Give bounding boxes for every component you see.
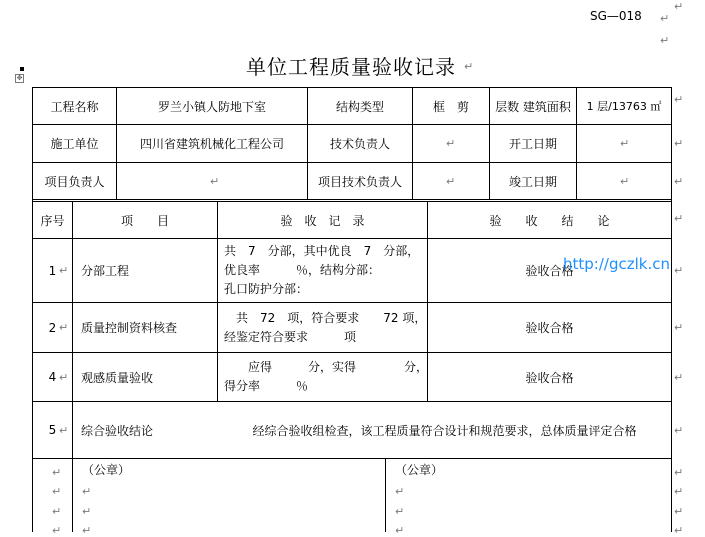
paragraph-mark: ↵	[210, 175, 220, 188]
start-date-label: 开工日期	[508, 137, 557, 151]
table-row-seq: 5	[48, 423, 57, 437]
paragraph-mark: ↵	[620, 175, 630, 188]
paragraph-mark: ↵	[395, 485, 405, 498]
table-row-conclusion: 验收合格	[525, 321, 574, 335]
record-line: 经鉴定符合要求 项	[224, 329, 357, 344]
table-row-item: 观感质量验收	[81, 370, 154, 385]
paragraph-mark: ↵	[674, 93, 684, 106]
seal-label-left: （公章）	[82, 463, 131, 477]
paragraph-mark: ↵	[674, 371, 684, 384]
completion-date-label: 竣工日期	[508, 174, 557, 189]
paragraph-mark: ↵	[674, 137, 684, 150]
paragraph-mark: ↵	[59, 321, 69, 334]
table-row-item: 质量控制资料核查	[81, 321, 178, 335]
table-row-conclusion: 验收合格	[525, 264, 574, 278]
record-line: 共 7 分部，其中优良 7 分部，	[224, 244, 420, 258]
paragraph-mark: ↵	[620, 137, 630, 150]
paragraph-mark: ↵	[660, 12, 670, 25]
table-row-item: 分部工程	[81, 264, 130, 278]
table-row-seq: 4	[48, 370, 57, 384]
col-header-record: 验 收 记 录	[280, 213, 365, 228]
project-tech-lead-label: 项目技术负责人	[317, 174, 402, 189]
construction-unit-label: 施工单位	[50, 137, 99, 151]
col-header-item: 项 目	[120, 213, 169, 228]
paragraph-mark: ↵	[674, 0, 684, 13]
paragraph-mark: ↵	[674, 212, 684, 225]
project-name-label: 工程名称	[50, 99, 99, 114]
floors-area-value: 1 层/13763 ㎡	[586, 100, 662, 113]
floors-area-label: 层数 建筑面积	[495, 99, 571, 114]
table-row-conclusion: 验收合格	[525, 370, 574, 385]
project-name-value: 罗兰小镇人防地下室	[157, 99, 266, 114]
paragraph-mark: ↵	[59, 424, 69, 437]
paragraph-mark: ↵	[674, 175, 684, 188]
tech-lead-label: 技术负责人	[329, 137, 390, 151]
paragraph-mark: ↵	[52, 524, 62, 537]
paragraph-mark: ↵	[674, 524, 684, 537]
table-row-seq: 1	[48, 263, 57, 278]
paragraph-mark: ↵	[52, 466, 62, 479]
paragraph-mark: ↵	[82, 505, 92, 518]
table-row-item: 综合验收结论	[81, 423, 154, 438]
doc-code: SG—018	[590, 9, 642, 23]
paragraph-mark: ↵	[395, 524, 405, 537]
paragraph-mark: ↵	[674, 485, 684, 498]
paragraph-mark: ↵	[464, 60, 474, 73]
record-line: 孔口防护分部：	[224, 282, 309, 296]
paragraph-mark: ↵	[674, 466, 684, 479]
paragraph-mark: ↵	[59, 264, 69, 277]
bullet-marker	[20, 67, 24, 71]
paragraph-mark: ↵	[446, 137, 456, 150]
paragraph-mark: ↵	[674, 264, 684, 277]
watermark-url: http://gczlk.cn	[563, 255, 670, 273]
record-line: 得分率 ％	[224, 379, 309, 393]
record-line: 共 72 项，符合要求 72 项，	[224, 310, 427, 325]
paragraph-mark: ↵	[660, 34, 670, 47]
project-lead-label: 项目负责人	[44, 174, 105, 189]
overall-conclusion: 经综合验收组检查，该工程质量符合设计和规范要求，总体质量评定合格	[252, 423, 637, 438]
table-row-record	[218, 239, 427, 302]
paragraph-mark: ↵	[674, 424, 684, 437]
paragraph-mark: ↵	[446, 175, 456, 188]
col-header-conclusion: 验 收 结 论	[489, 213, 610, 228]
construction-unit-value: 四川省建筑机械化工程公司	[139, 137, 284, 151]
record-line: 应得 分，实得 分，	[224, 360, 429, 374]
table-row-seq: 2	[48, 320, 57, 335]
structure-type-label: 结构类型	[335, 99, 384, 114]
paragraph-mark: ↵	[395, 505, 405, 518]
paragraph-mark: ↵	[52, 505, 62, 518]
structure-type-value: 框 剪	[432, 99, 469, 114]
page-title: 单位工程质量验收记录	[246, 55, 456, 79]
paragraph-mark: ↵	[59, 371, 69, 384]
table-move-handle-icon[interactable]: ✥	[16, 74, 23, 82]
col-header-seq: 序号	[40, 213, 65, 228]
paragraph-mark: ↵	[82, 524, 92, 537]
paragraph-mark: ↵	[82, 485, 92, 498]
table-row-record	[218, 353, 427, 401]
seal-label-right: （公章）	[395, 463, 444, 477]
record-line: 优良率 ％，结构分部：	[224, 263, 381, 277]
paragraph-mark: ↵	[674, 321, 684, 334]
table-row-record	[218, 303, 427, 352]
paragraph-mark: ↵	[52, 485, 62, 498]
paragraph-mark: ↵	[674, 505, 684, 518]
